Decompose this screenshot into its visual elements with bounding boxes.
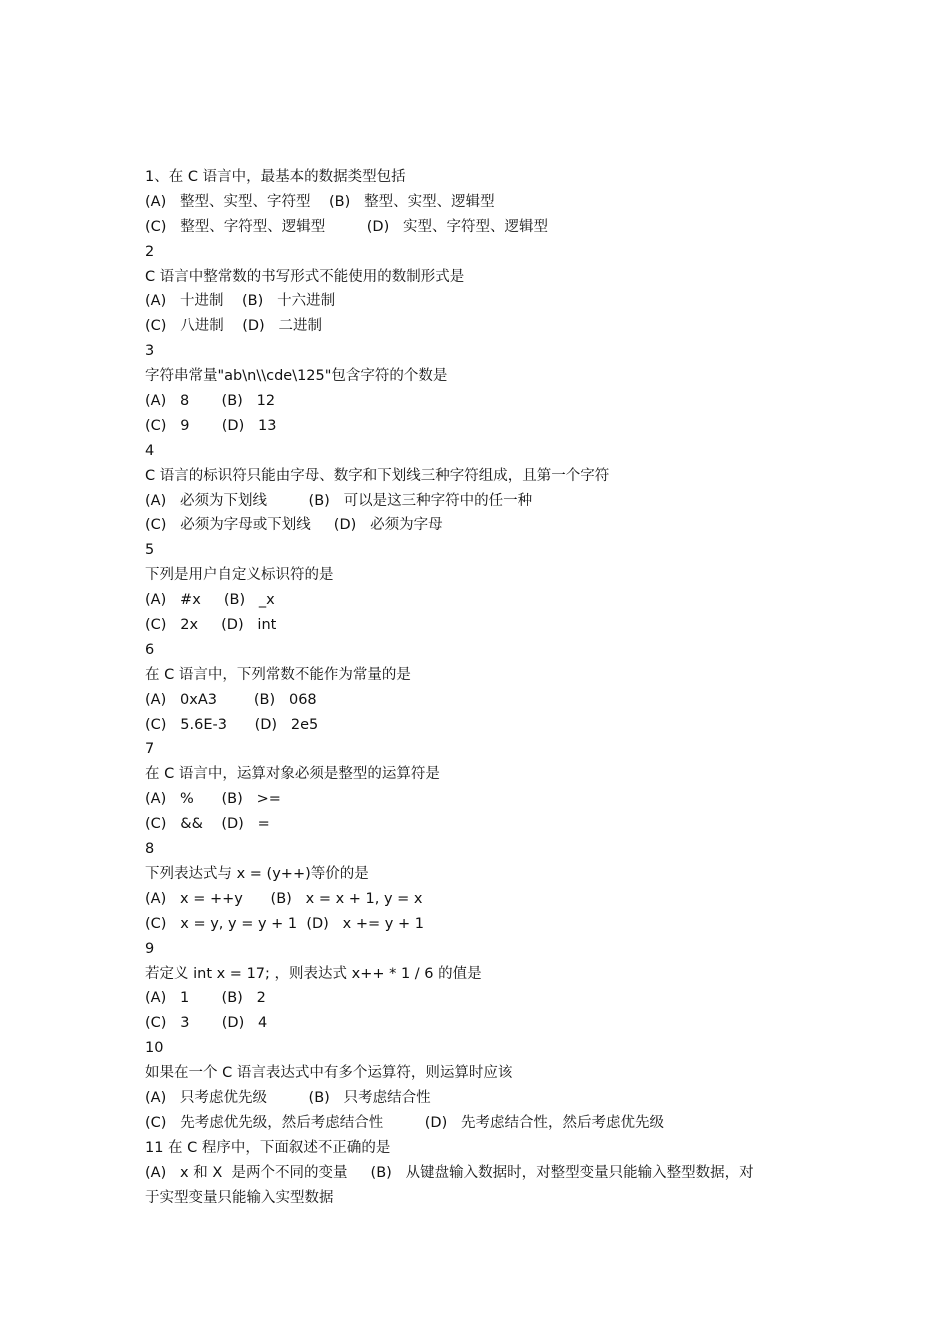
document-body xyxy=(145,165,825,1210)
text-line: 1、在 C 语言中，最基本的数据类型包括 xyxy=(145,169,406,185)
text-line: C 语言的标识符只能由字母、数字和下划线三种字符组成，且第一个字符 xyxy=(145,467,610,484)
text-line: (A) x 和 X 是两个不同的变量 (B) 从键盘输入数据时，对整型变量只能输入整型数据，对 xyxy=(145,1164,754,1181)
text-line: (A) 必须为下划线 (B) 可以是这三种字符中的任一种 xyxy=(145,492,533,509)
text-line: C 语言中整常数的书写形式不能使用的数制形式是 xyxy=(145,268,465,285)
text-line: 于实型变量只能输入实型数据 xyxy=(145,1189,334,1206)
text-line: 9 xyxy=(145,940,155,957)
text-line: (C) x = y, y = y + 1 (D) x += y + 1 xyxy=(145,915,424,932)
text-line: 字符串常量"ab\n\\cde\125"包含字符的个数是 xyxy=(145,368,448,385)
text-line: (C) && (D) = xyxy=(145,816,270,833)
text-line: (A) 整型、实型、字符型 (B) 整型、实型、逻辑型 xyxy=(145,193,495,210)
text-line: (C) 9 (D) 13 xyxy=(145,417,277,434)
text-line: 在 C 语言中，下列常数不能作为常量的是 xyxy=(145,666,411,683)
text-line: (C) 整型、字符型、逻辑型 (D) 实型、字符型、逻辑型 xyxy=(145,218,549,235)
text-line: (C) 3 (D) 4 xyxy=(145,1015,268,1032)
text-line: 11 在 C 程序中，下面叙述不正确的是 xyxy=(145,1139,391,1156)
text-line: 下列表达式与 x = (y++)等价的是 xyxy=(145,865,369,882)
text-line: 10 xyxy=(145,1040,164,1057)
text-line: (A) 0xA3 (B) 068 xyxy=(145,691,317,708)
text-line: (A) % (B) >= xyxy=(145,791,281,808)
text-line: 在 C 语言中，运算对象必须是整型的运算符是 xyxy=(145,766,440,783)
text-line: 如果在一个 C 语言表达式中有多个运算符，则运算时应该 xyxy=(145,1065,513,1082)
text-line: (C) 八进制 (D) 二进制 xyxy=(145,318,323,335)
text-line: (A) 十进制 (B) 十六进制 xyxy=(145,293,336,310)
text-line: 4 xyxy=(145,442,155,459)
text-line: (C) 2x (D) int xyxy=(145,617,277,634)
text-line: 5 xyxy=(145,542,155,559)
text-line: 下列是用户自定义标识符的是 xyxy=(145,567,334,584)
text-line: (C) 先考虑优先级，然后考虑结合性 (D) 先考虑结合性，然后考虑优先级 xyxy=(145,1114,665,1131)
text-line: (A) #x (B) _x xyxy=(145,592,275,609)
text-line: 若定义 int x = 17; ，则表达式 x++ * 1 / 6 的值是 xyxy=(145,965,482,982)
text-line: 8 xyxy=(145,841,155,858)
text-line: (A) 8 (B) 12 xyxy=(145,393,276,410)
text-line: (A) 1 (B) 2 xyxy=(145,990,266,1007)
text-line: (C) 5.6E-3 (D) 2e5 xyxy=(145,716,319,733)
text-line: 2 xyxy=(145,243,155,260)
text-line: (A) x = ++y (B) x = x + 1, y = x xyxy=(145,890,423,907)
text-line: 3 xyxy=(145,343,155,360)
text-line: (A) 只考虑优先级 (B) 只考虑结合性 xyxy=(145,1089,431,1106)
text-line: (C) 必须为字母或下划线 (D) 必须为字母 xyxy=(145,517,443,534)
text-line: 6 xyxy=(145,641,155,658)
text-line: 7 xyxy=(145,741,155,758)
